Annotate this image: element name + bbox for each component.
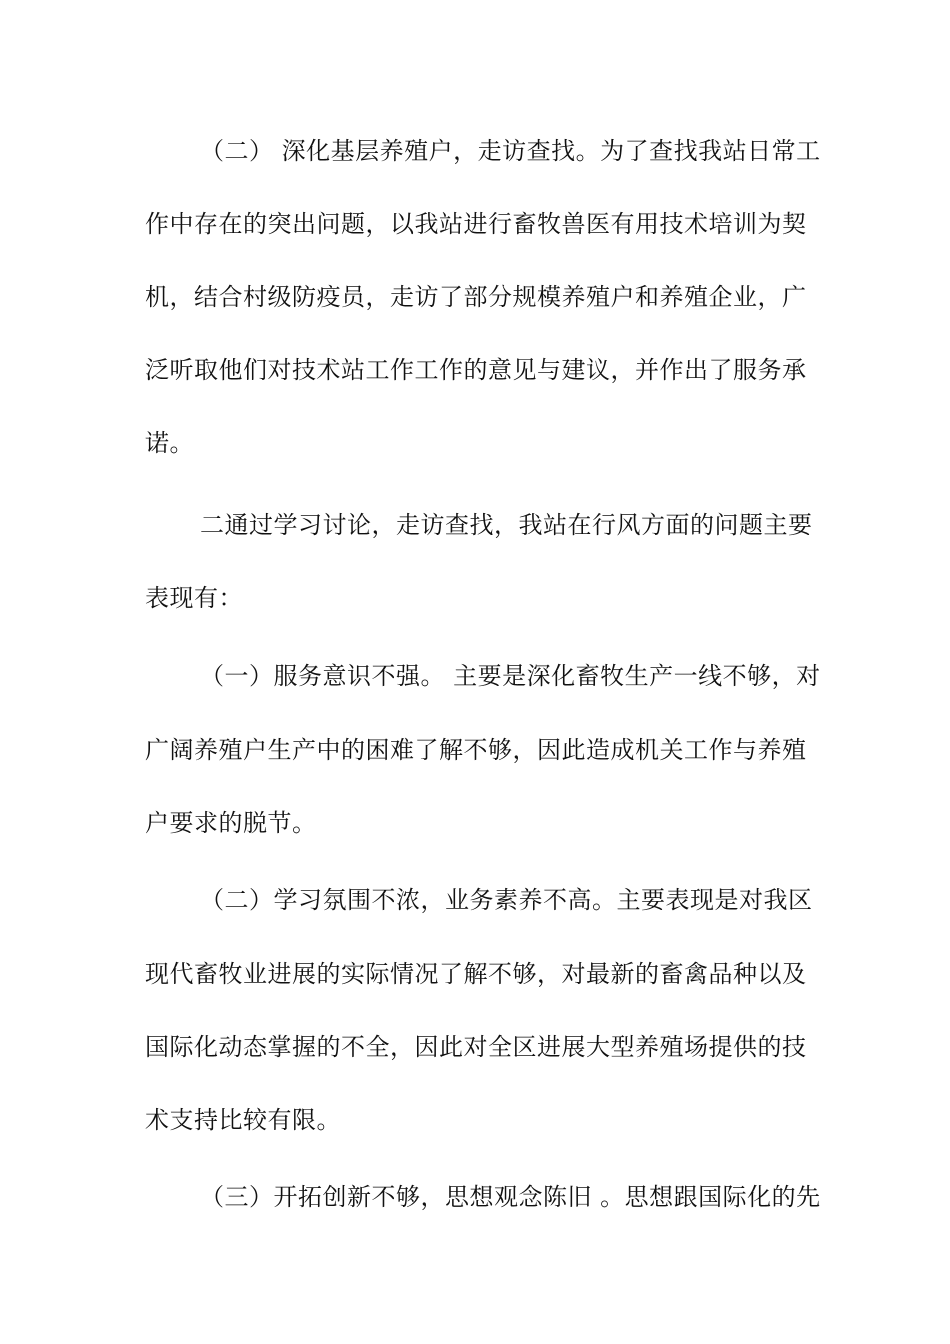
paragraph-line: 广阔养殖户生产中的困难了解不够，因此造成机关工作与养殖 bbox=[145, 736, 807, 764]
paragraph-line: 国际化动态掌握的不全，因此对全区进展大型养殖场提供的技 bbox=[145, 1033, 807, 1061]
paragraph-line: 作中存在的突出问题，以我站进行畜牧兽医有用技术培训为契 bbox=[145, 210, 807, 238]
paragraph-line: 机，结合村级防疫员，走访了部分规模养殖户和养殖企业，广 bbox=[145, 283, 807, 311]
paragraph-line: （一）服务意识不强。 主要是深化畜牧生产一线不够，对 bbox=[200, 662, 821, 690]
paragraph-line: 诺。 bbox=[145, 429, 194, 457]
paragraph-line: （三）开拓创新不够，思想观念陈旧 。思想跟国际化的先 bbox=[200, 1183, 821, 1211]
paragraph-line: （二） 深化基层养殖户，走访查找。为了查找我站日常工 bbox=[200, 137, 821, 165]
paragraph-line: 泛听取他们对技术站工作工作的意见与建议，并作出了服务承 bbox=[145, 356, 807, 384]
paragraph-line: （二）学习氛围不浓，业务素养不高。主要表现是对我区 bbox=[200, 886, 813, 914]
paragraph-line: 二通过学习讨论，走访查找，我站在行风方面的问题主要 bbox=[200, 511, 813, 539]
paragraph-line: 表现有： bbox=[145, 584, 243, 612]
paragraph-line: 户要求的脱节。 bbox=[145, 809, 317, 837]
paragraph-line: 术支持比较有限。 bbox=[145, 1106, 341, 1134]
paragraph-line: 现代畜牧业进展的实际情况了解不够，对最新的畜禽品种以及 bbox=[145, 960, 807, 988]
